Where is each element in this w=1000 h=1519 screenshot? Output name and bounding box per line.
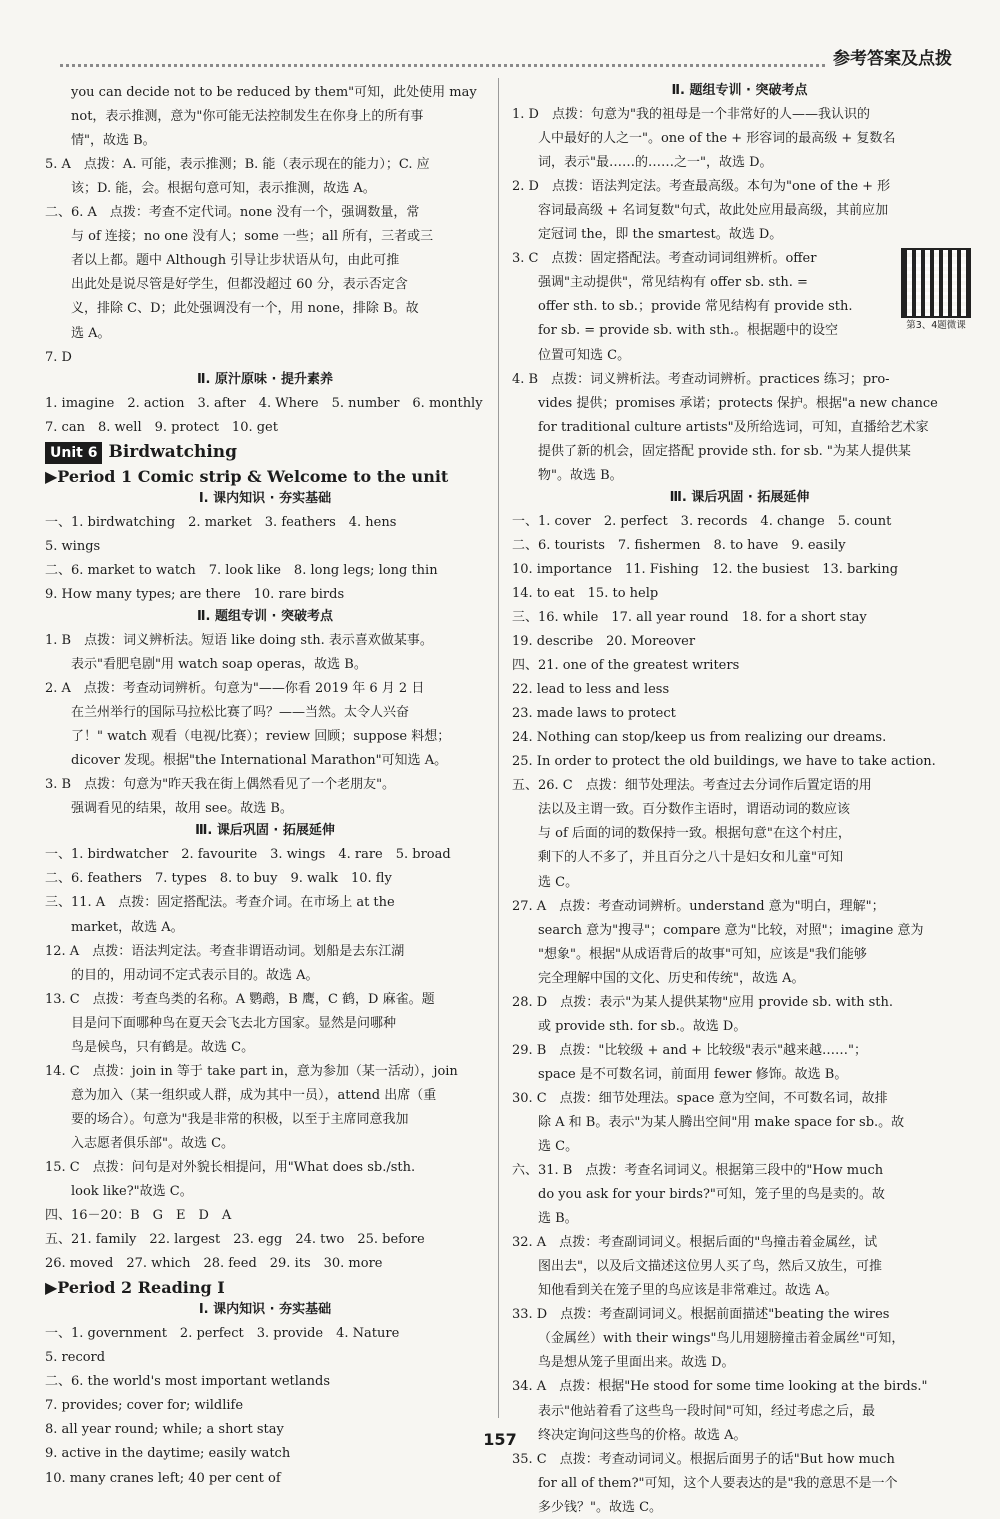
answer-continuation: search 意为"搜寻"；compare 意为"比较，对照"；imagine 意为 <box>538 922 924 938</box>
answer-continuation: 者以上都。题中 Although 引导让步状语从句，由此可推 <box>71 253 400 269</box>
answer-item: 7. can 8. well 9. protect 10. get <box>45 419 278 435</box>
answer-continuation: 表示"看肥皂剧"用 watch soap operas，故选 B。 <box>71 657 367 673</box>
answer-item: 13. C 点拨：考查鸟类的名称。A 鹦鹉，B 鹰，C 鹤，D 麻雀。题 <box>45 991 435 1007</box>
answer-continuation: 知他看到关在笼子里的鸟应该是非常难过。故选 A。 <box>538 1283 838 1299</box>
answer-item: 25. In order to protect the old buildings, we have to take action. <box>512 754 936 770</box>
answer-continuation: 完全理解中国的文化、历史和传统"，故选 A。 <box>538 970 805 986</box>
qr-code-icon[interactable] <box>901 248 971 318</box>
answer-item: 4. B 点拨：词义辨析法。考查动词辨析。practices 练习；pro- <box>512 371 890 387</box>
answer-continuation: 除 A 和 B。表示"为某人腾出空间"用 make space for sb.。故 <box>538 1114 905 1130</box>
answer-continuation: 目是问下面哪种鸟在夏天会飞去北方国家。显然是问哪种 <box>71 1015 397 1031</box>
answer-item: 1. D 点拨：句意为"我的祖母是一个非常好的人——我认识的 <box>512 107 870 123</box>
answer-continuation: 该；D. 能，会。根据句意可知，表示推测，故选 A。 <box>71 181 376 197</box>
answer-item: 5. record <box>45 1350 106 1366</box>
header-rule <box>60 64 945 67</box>
answer-continuation: 多少钱？"。故选 C。 <box>538 1499 663 1515</box>
answer-item: 8. all year round; while; a short stay <box>45 1422 284 1438</box>
answer-continuation: space 是不可数名词，前面用 fewer 修饰。故选 B。 <box>538 1066 848 1082</box>
answer-continuation: （金属丝）with their wings"鸟儿用翅膀撞击着金属丝"可知， <box>538 1331 905 1347</box>
answer-continuation: 与 of 连接；no one 没有人；some 一些；all 所有，三者或三 <box>71 229 434 245</box>
answer-item: 5. wings <box>45 538 101 554</box>
answer-item: 一、1. birdwatcher 2. favourite 3. wings 4. rare 5. broad <box>45 847 451 863</box>
answer-continuation: 位置可知选 C。 <box>538 347 631 363</box>
section-heading: Ⅲ. 课后巩固 · 拓展延伸 <box>669 489 810 505</box>
answer-continuation: 意为加入（某一组织或人群，成为其中一员），attend 出席（重 <box>71 1087 437 1103</box>
answer-item: 二、6. feathers 7. types 8. to buy 9. walk 10. fly <box>45 871 392 887</box>
answer-item: 27. A 点拨：考查动词辨析。understand 意为"明白，理解"； <box>512 898 885 914</box>
answer-item: 9. active in the daytime; easily watch <box>45 1446 291 1462</box>
answer-item: 34. A 点拨：根据"He stood for some time looking at the birds." <box>512 1379 928 1395</box>
answer-continuation: vides 提供；promises 承诺；protects 保护。根据"a new chance <box>538 395 938 411</box>
unit-heading <box>45 441 485 464</box>
answer-continuation: do you ask for your birds?"可知，笼子里的鸟是卖的。故 <box>538 1187 885 1203</box>
answer-item: 一、1. birdwatching 2. market 3. feathers 4. hens <box>45 514 397 530</box>
answer-item: 10. importance 11. Fishing 12. the busiest 13. barking <box>512 561 899 577</box>
answer-item: 33. D 点拨：考查副词词义。根据前面描述"beating the wires <box>512 1307 890 1323</box>
answer-continuation: 要的场合）。句意为"我是非常的积极，以至于主席同意我加 <box>71 1111 409 1127</box>
answer-continuation: 的目的，用动词不定式表示目的。故选 A。 <box>71 967 319 983</box>
left-column <box>45 80 485 1490</box>
answer-continuation: 强调看见的结果，故用 see。故选 B。 <box>71 801 293 817</box>
answer-continuation: look like?"故选 C。 <box>71 1184 193 1200</box>
section-heading: Ⅰ. 课内知识 · 夯实基础 <box>198 490 332 506</box>
answer-continuation: 容词最高级 + 名词复数"句式，故此处应用最高级，其前应加 <box>538 203 889 219</box>
answer-continuation: 选 C。 <box>538 1139 579 1155</box>
answer-continuation: 表示"他站着看了这些鸟一段时间"可知，经过考虑之后，最 <box>538 1403 875 1419</box>
answer-item: 1. B 点拨：词义辨析法。短语 like doing sth. 表示喜欢做某事。 <box>45 632 433 648</box>
section-heading: Ⅰ. 课内知识 · 夯实基础 <box>198 1302 332 1318</box>
answer-continuation: not，表示推测，意为"你可能无法控制发生在你身上的所有事 <box>71 109 424 125</box>
answer-item: 二、6. the world's most important wetlands <box>45 1374 331 1390</box>
answer-continuation: 情"，故选 B。 <box>71 133 156 149</box>
answer-item: 二、6. tourists 7. fishermen 8. to have 9. easily <box>512 537 846 553</box>
answer-item: 26. moved 27. which 28. feed 29. its 30. more <box>45 1256 383 1272</box>
answer-continuation: 选 B。 <box>538 1211 578 1227</box>
section-heading: Ⅱ. 原汁原味 · 提升素养 <box>196 371 334 387</box>
answer-continuation: for sb. = provide sb. with sth.。根据题中的设空 <box>538 323 838 339</box>
answer-item: 2. A 点拨：考查动词辨析。句意为"——你看 2019 年 6 月 2 日 <box>45 681 425 697</box>
answer-continuation: 人中最好的人之一"。one of the + 形容词的最高级 + 复数名 <box>538 131 896 147</box>
answer-continuation: dicover 发现。根据"the International Marathon"可知选 A。 <box>71 753 448 769</box>
answer-continuation: 词，表示"最……的……之一"，故选 D。 <box>538 155 773 171</box>
answer-item: 19. describe 20. Moreover <box>512 634 696 650</box>
qr-caption: 第3、4题微课 <box>906 320 966 331</box>
column-divider <box>498 78 499 1418</box>
answer-continuation: 图出去"，以及后文描述这位男人买了鸟，然后又放生，可推 <box>538 1259 882 1275</box>
answer-continuation: 与 of 后面的词的数保持一致。根据句意"在这个村庄， <box>538 826 851 842</box>
answer-continuation: 入志愿者俱乐部"。故选 C。 <box>71 1135 235 1151</box>
page-title: 参考答案及点拨 <box>825 44 952 69</box>
unit-tag: Unit 6 <box>45 442 102 464</box>
answer-item: 二、6. market to watch 7. look like 8. long legs; long thin <box>45 562 438 578</box>
answer-item: 3. B 点拨：句意为"昨天我在街上偶然看见了一个老朋友"。 <box>45 777 396 793</box>
page-number: 157 <box>483 1430 517 1449</box>
answer-continuation: 在兰州举行的国际马拉松比赛了吗？——当然。太令人兴奋 <box>71 705 410 721</box>
answer-item: 29. B 点拨："比较级 + and + 比较级"表示"越来越……"； <box>512 1042 868 1058</box>
answer-continuation: 物"。故选 B。 <box>538 467 623 483</box>
answer-item: 22. lead to less and less <box>512 682 670 698</box>
answer-item: 三、11. A 点拨：固定搭配法。考查介词。在市场上 at the <box>45 895 395 911</box>
answer-item: 7. provides; cover for; wildlife <box>45 1398 244 1414</box>
answer-continuation: market，故选 A。 <box>71 919 184 935</box>
answer-item: 3. C 点拨：固定搭配法。考查动词词组辨析。offer <box>512 251 817 267</box>
answer-item: 2. D 点拨：语法判定法。考查最高级。本句为"one of the + 形 <box>512 179 891 195</box>
answer-item: 24. Nothing can stop/keep us from realizing our dreams. <box>512 730 887 746</box>
answer-item: 10. many cranes left; 40 per cent of <box>45 1470 281 1486</box>
qr-code-box[interactable] <box>895 248 977 332</box>
answer-continuation: 鸟是候鸟，只有鹤是。故选 C。 <box>71 1039 255 1055</box>
answer-continuation: 鸟是想从笼子里面出来。故选 D。 <box>538 1355 735 1371</box>
answer-continuation: for all of them?"可知，这个人要表达的是"我的意思不是一个 <box>538 1475 898 1491</box>
section-heading: Ⅱ. 题组专训 · 突破考点 <box>671 83 808 98</box>
answer-item: 五、21. family 22. largest 23. egg 24. two 25. before <box>45 1232 425 1248</box>
answer-item: 四、16－20：B G E D A <box>45 1208 232 1224</box>
answer-continuation: 选 C。 <box>538 874 579 890</box>
section-heading: Ⅲ. 课后巩固 · 拓展延伸 <box>195 823 335 839</box>
answer-item: 14. C 点拨：join in 等于 take part in，意为参加（某一活动），join <box>45 1063 458 1079</box>
answer-item: 1. imagine 2. action 3. after 4. Where 5. number 6. monthly <box>45 395 483 411</box>
period-heading: ▶Period 2 Reading Ⅰ <box>45 1278 225 1298</box>
answer-item: 23. made laws to protect <box>512 706 676 722</box>
answer-item: 7. D <box>45 349 72 365</box>
answer-item: 一、1. government 2. perfect 3. provide 4. Nature <box>45 1326 400 1342</box>
answer-item: 四、21. one of the greatest writers <box>512 658 740 674</box>
answer-continuation: you can decide not to be reduced by them"可知，此处使用 may <box>71 85 477 101</box>
answer-item: 28. D 点拨：表示"为某人提供某物"应用 provide sb. with sth. <box>512 994 894 1010</box>
answer-continuation: "想象"。根据"从成语背后的故事"可知，应该是"我们能够 <box>538 946 867 962</box>
answer-item: 六、31. B 点拨：考查名词词义。根据第三段中的"How much <box>512 1163 884 1179</box>
answer-continuation: 选 A。 <box>71 325 111 341</box>
answer-continuation: 义，排除 C、D；此处强调没有一个，用 none，排除 B。故 <box>71 301 419 317</box>
unit-title: Birdwatching <box>108 441 238 462</box>
answer-continuation: 终决定询问这些鸟的价格。故选 A。 <box>538 1427 747 1443</box>
answer-item: 二、6. A 点拨：考查不定代词。none 没有一个，强调数量，常 <box>45 205 420 221</box>
answer-item: 15. C 点拨：问句是对外貌长相提问，用"What does sb./sth. <box>45 1159 416 1175</box>
section-heading: Ⅱ. 题组专训 · 突破考点 <box>196 608 334 624</box>
answer-item: 5. A 点拨：A. 可能，表示推测；B. 能（表示现在的能力）；C. 应 <box>45 157 430 173</box>
answer-item: 9. How many types; are there 10. rare birds <box>45 586 345 602</box>
answer-item: 一、1. cover 2. perfect 3. records 4. change 5. count <box>512 513 892 529</box>
answer-continuation: 定冠词 the，即 the smartest。故选 D。 <box>538 227 783 243</box>
answer-item: 14. to eat 15. to help <box>512 585 659 601</box>
answer-continuation: 或 provide sth. for sb.。故选 D。 <box>538 1018 747 1034</box>
answer-item: 三、16. while 17. all year round 18. for a short stay <box>512 609 867 625</box>
answer-continuation: 剩下的人不多了，并且百分之八十是妇女和儿童"可知 <box>538 850 843 866</box>
answer-item: 五、26. C 点拨：细节处理法。考查过去分词作后置定语的用 <box>512 778 872 794</box>
answer-continuation: 了！" watch 观看（电视/比赛）；review 回顾；suppose 料想； <box>71 729 451 745</box>
answer-continuation: 提供了新的机会，固定搭配 provide sth. for sb. "为某人提供某 <box>538 443 911 459</box>
answer-continuation: 出此处是说尽管是好学生，但都没超过 60 分，表示否定含 <box>71 277 408 293</box>
period-heading: ▶Period 1 Comic strip & Welcome to the unit <box>45 466 449 486</box>
answer-item: 12. A 点拨：语法判定法。考查非谓语动词。划船是去东江湖 <box>45 943 405 959</box>
answer-continuation: 法以及主谓一致。百分数作主语时，谓语动词的数应该 <box>538 802 851 818</box>
answer-continuation: 强调"主动提供"，常见结构有 offer sb. sth. = <box>538 275 808 291</box>
answer-item: 30. C 点拨：细节处理法。space 意为空间，不可数名词，故排 <box>512 1090 888 1106</box>
answer-continuation: offer sth. to sb.；provide 常见结构有 provide sth. <box>538 299 853 315</box>
answer-continuation: for traditional culture artists"及所给选词，可知，直播给艺术家 <box>538 419 929 435</box>
answer-item: 32. A 点拨：考查副词词义。根据后面的"鸟撞击着金属丝，试 <box>512 1235 878 1251</box>
answer-item: 35. C 点拨：考查动词词义。根据后面男子的话"But how much <box>512 1451 895 1467</box>
